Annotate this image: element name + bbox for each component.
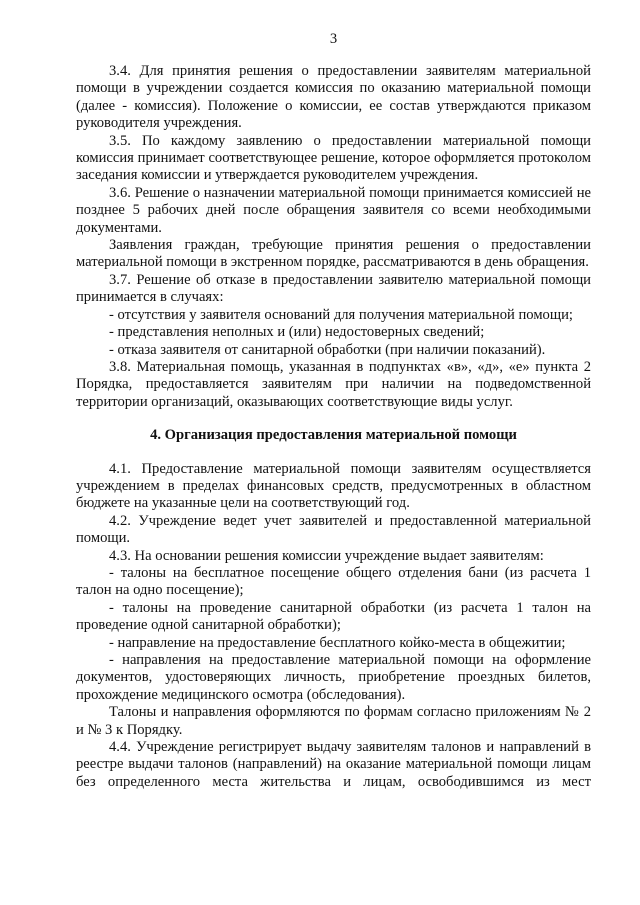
list-item-3-7-2: - представления неполных и (или) недостоверных сведений; bbox=[109, 324, 485, 341]
paragraph-3-7: 3.7. Решение об отказе в предоставлении заявителю материальной помощи принимается в случаях: bbox=[76, 271, 591, 306]
list-item-4-3-3: - направление на предоставление бесплатного койко-места в общежитии; bbox=[109, 634, 566, 651]
page-number: 3 bbox=[329, 31, 338, 47]
list-item-3-7-3: - отказа заявителя от санитарной обработки (при наличии показаний). bbox=[109, 341, 546, 358]
paragraph-3-4: 3.4. Для принятия решения о предоставлении заявителям материальной помощи в учреждении создается комиссия по оказанию материальной помощи (далее - комиссия). Положение о комиссии, ее состав утверждаются приказом руководителя учреждения. bbox=[76, 63, 591, 132]
paragraph-4-4: 4.4. Учреждение регистрирует выдачу заявителям талонов и направлений в реестре выдачи талонов (направлений) на оказание материальной помощи лицам без определенного места жительства и лицам, освободившимся из мест bbox=[76, 739, 591, 790]
paragraph-4-2: 4.2. Учреждение ведет учет заявителей и предоставленной материальной помощи. bbox=[76, 512, 591, 547]
paragraph-3-6-urgent: Заявления граждан, требующие принятия решения о предоставлении материальной помощи в экстренном порядке, рассматриваются в день обращения. bbox=[76, 237, 591, 271]
list-item-3-7-1: - отсутствия у заявителя оснований для получения материальной помощи; bbox=[109, 306, 573, 323]
list-item-4-3-2: - талоны на проведение санитарной обработки (из расчета 1 талон на проведение одной санитарной обработки); bbox=[76, 599, 591, 634]
list-item-4-3-1: - талоны на бесплатное посещение общего отделения бани (из расчета 1 талон на одно посещение); bbox=[76, 564, 591, 599]
list-item-4-3-4: - направления на предоставление материальной помощи на оформление документов, удостоверяющих личность, приобретение проездных билетов, прохождение медицинского осмотра (обследования). bbox=[76, 652, 591, 703]
paragraph-4-3-forms: Талоны и направления оформляются по формам согласно приложениям № 2 и № 3 к Порядку. bbox=[76, 704, 591, 738]
paragraph-4-3: 4.3. На основании решения комиссии учреждение выдает заявителям: bbox=[109, 547, 544, 564]
document-page bbox=[76, 0, 591, 905]
paragraph-3-6: 3.6. Решение о назначении материальной помощи принимается комиссией не позднее 5 рабочих дней после обращения заявителя со всеми необходимыми документами. bbox=[76, 184, 591, 236]
paragraph-3-5: 3.5. По каждому заявлению о предоставлении материальной помощи комиссия принимает соответствующее решение, которое оформляется протоколом заседания комиссии и утверждается руководителем учреждения. bbox=[76, 132, 591, 184]
paragraph-4-1: 4.1. Предоставление материальной помощи заявителям осуществляется учреждением в пределах финансовых средств, предусмотренных в областном бюджете на указанные цели на соответствующий год. bbox=[76, 460, 591, 512]
section-4-heading: 4. Организация предоставления материальной помощи bbox=[150, 427, 517, 444]
paragraph-3-8: 3.8. Материальная помощь, указанная в подпунктах «в», «д», «е» пункта 2 Порядка, предоставляется заявителям при наличии на подведомственной территории организаций, оказывающих соответствующие виды услуг. bbox=[76, 358, 591, 410]
document-body bbox=[76, 63, 591, 791]
